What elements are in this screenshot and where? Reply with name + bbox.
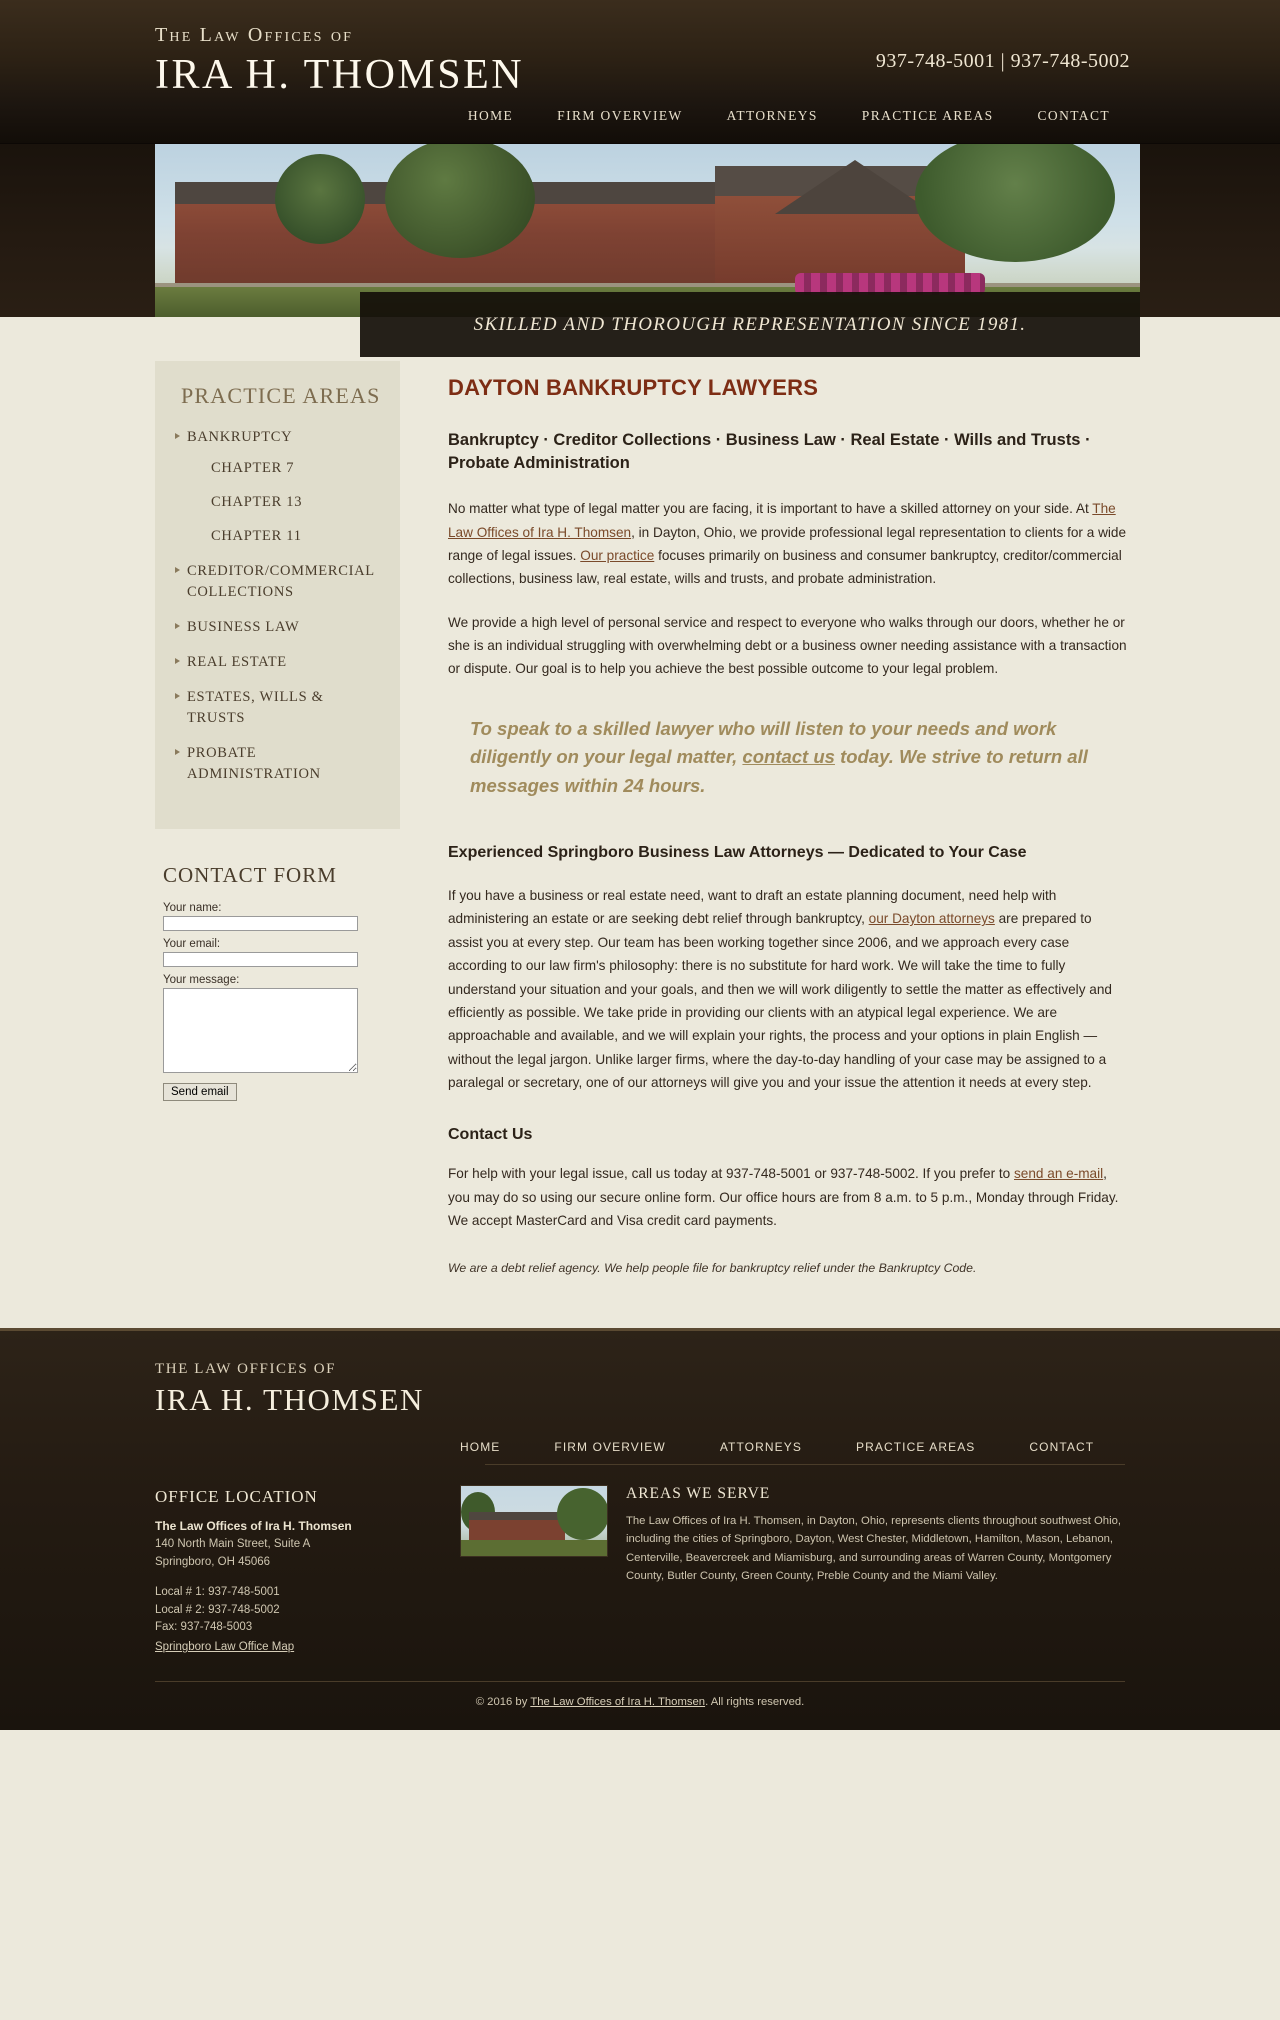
copyright-firm-link[interactable]: The Law Offices of Ira H. Thomsen — [530, 1696, 706, 1709]
footer-areas-we-serve — [460, 1479, 1125, 1655]
intro-text-a: No matter what type of legal matter you are facing, it is important to have a skilled attorney on your side. At — [448, 501, 1093, 517]
list-item — [173, 687, 382, 729]
intro-paragraph — [448, 497, 1128, 591]
list-item — [173, 492, 382, 513]
header-phone-numbers: 937-748-5001 | 937-748-5002 — [875, 50, 1130, 72]
copyright-notice — [130, 1682, 1150, 1730]
bankruptcy-subitems — [173, 458, 382, 547]
pull-quote — [470, 715, 1128, 801]
sidebar-item-business-law[interactable]: BUSINESS LAW — [173, 617, 382, 638]
contact-text-a: For help with your legal issue, call us today at 937-748-5001 or 937-748-5002. If you prefer to — [448, 1166, 1014, 1182]
list-item — [173, 652, 382, 673]
page-title: DAYTON BANKRUPTCY LAWYERS — [448, 375, 819, 400]
practice-areas-box — [155, 361, 400, 829]
logo-small-text: The Law Offices of — [155, 24, 354, 46]
main-column — [400, 361, 1150, 1278]
sidebar-item-chapter-13[interactable]: CHAPTER 13 — [211, 494, 303, 511]
footer-logo-firm-name: IRA H. THOMSEN — [155, 1382, 424, 1418]
business-law-paragraph — [448, 884, 1128, 1094]
contact-form — [155, 902, 400, 1101]
practice-subheading: Bankruptcy · Creditor Collections · Business Law · Real Estate · Wills and Trusts · Probate Administration — [448, 431, 1091, 473]
nav-item-home[interactable]: HOME — [467, 108, 514, 123]
message-field[interactable] — [163, 988, 358, 1073]
firm-link[interactable]: The Law Offices of Ira H. Thomsen — [448, 501, 1116, 540]
footer-nav-contact[interactable]: CONTACT — [1029, 1440, 1095, 1455]
list-item — [173, 458, 382, 479]
copyright-pre: © 2016 by — [475, 1696, 531, 1709]
tagline-bar — [360, 292, 1140, 357]
tagline-text: SKILLED AND THOROUGH REPRESENTATION SINCE 1981. — [473, 313, 1027, 335]
name-field-label: Your name: — [163, 902, 222, 915]
sidebar-item-probate-administration[interactable]: PROBATE ADMINISTRATION — [173, 743, 382, 785]
contact-paragraph — [448, 1162, 1128, 1232]
hero-banner — [0, 144, 1280, 335]
name-field[interactable] — [163, 916, 358, 931]
contact-form-title: CONTACT FORM — [163, 863, 337, 888]
contact-us-link[interactable]: contact us — [742, 746, 835, 768]
sidebar-item-bankruptcy[interactable]: BANKRUPTCY — [173, 427, 382, 448]
footer-navigation — [460, 1440, 1150, 1454]
office-location-title: OFFICE LOCATION — [155, 1487, 318, 1507]
sidebar-item-creditor-commercial-collections[interactable]: CREDITOR/COMMERCIAL COLLECTIONS — [173, 561, 382, 603]
business-text-a: If you have a business or real estate need, want to draft an estate planning document, need help with administering an estate or are seeking debt relief through bankruptcy, — [448, 888, 1057, 927]
practice-areas-title: PRACTICE AREAS — [181, 383, 381, 408]
page-content — [130, 361, 1150, 1328]
intro-text-b: , in Dayton, Ohio, we provide professional legal representation to clients for a wide range of legal issues. — [448, 524, 1127, 563]
copyright-post: . All rights reserved. — [705, 1696, 805, 1709]
send-email-link[interactable]: send an e-mail — [1014, 1166, 1104, 1182]
header-logo[interactable] — [155, 24, 524, 99]
list-item — [173, 526, 382, 547]
list-item — [173, 427, 382, 547]
footer-address-line1: 140 North Main Street, Suite A — [155, 1538, 311, 1551]
nav-item-contact[interactable]: CONTACT — [1037, 108, 1110, 123]
footer-address-line2: Springboro, OH 45066 — [155, 1556, 271, 1568]
footer-fax: Fax: 937-748-5003 — [155, 1621, 253, 1634]
pull-quote-a: To speak to a skilled lawyer who will listen to your needs and work diligently on your legal matter, — [470, 717, 1057, 768]
list-item — [173, 617, 382, 638]
footer-logo-small-text: THE LAW OFFICES OF — [155, 1361, 337, 1378]
office-thumbnail-photo — [460, 1485, 608, 1557]
office-map-link[interactable]: Springboro Law Office Map — [155, 1641, 295, 1654]
sidebar-item-estates-wills-trusts[interactable]: ESTATES, WILLS & TRUSTS — [173, 687, 382, 729]
practice-areas-list — [173, 427, 382, 785]
contact-text-b: , you may do so using our secure online form. Our office hours are from 8 a.m. to 5 p.m., Monday through Friday. We accept MasterCard and Visa credit card payments. — [448, 1166, 1119, 1229]
sidebar — [130, 361, 400, 1101]
footer-nav-attorneys[interactable]: ATTORNEYS — [719, 1440, 802, 1455]
contact-us-heading: Contact Us — [448, 1126, 533, 1144]
email-field-label: Your email: — [163, 938, 221, 951]
list-item — [173, 561, 382, 603]
sidebar-item-real-estate[interactable]: REAL ESTATE — [173, 652, 382, 673]
site-footer — [0, 1328, 1280, 1730]
send-email-button[interactable]: Send email — [163, 1083, 237, 1101]
site-header — [0, 0, 1280, 144]
footer-phone-1: Local # 1: 937-748-5001 — [155, 1585, 280, 1598]
nav-item-attorneys[interactable]: ATTORNEYS — [726, 108, 818, 123]
primary-navigation — [468, 108, 1132, 124]
email-field[interactable] — [163, 952, 358, 967]
logo-firm-name: IRA H. THOMSEN — [155, 52, 525, 98]
debt-relief-disclaimer: We are a debt relief agency. We help people file for bankruptcy relief under the Bankruptcy Code. — [448, 1260, 977, 1275]
footer-nav-practice-areas[interactable]: PRACTICE AREAS — [855, 1440, 976, 1455]
areas-we-serve-title: AREAS WE SERVE — [626, 1485, 771, 1503]
business-law-heading: Experienced Springboro Business Law Attorneys — Dedicated to Your Case — [448, 843, 1027, 861]
service-paragraph: We provide a high level of personal service and respect to everyone who walks through our doors, whether he or she is an individual struggling with overwhelming debt or a business owner needing assistance with a transaction or dispute. Our goal is to help you achieve the best possible outcome to your legal problem. — [448, 614, 1127, 677]
areas-we-serve-text: The Law Offices of Ira H. Thomsen, in Dayton, Ohio, represents clients throughout southwest Ohio, including the cities of Springboro, Dayton, West Chester, Middletown, Hamilton, Mason, Lebanon, Centerville, Beavercreek and Miamisburg, and surrounding areas of Warren County, Montgomery County, Butler County, Green County, Preble County and the Miami Valley. — [626, 1515, 1122, 1583]
nav-item-firm-overview[interactable]: FIRM OVERVIEW — [557, 108, 683, 123]
sidebar-item-chapter-7[interactable]: CHAPTER 7 — [211, 460, 295, 477]
footer-phone-2: Local # 2: 937-748-5002 — [155, 1603, 280, 1616]
list-item — [173, 743, 382, 785]
pull-quote-b: today. We strive to return all messages within 24 hours. — [470, 746, 1088, 797]
nav-item-practice-areas[interactable]: PRACTICE AREAS — [861, 108, 994, 123]
our-practice-link[interactable]: Our practice — [580, 547, 655, 563]
footer-firm-name: The Law Offices of Ira H. Thomsen — [155, 1519, 352, 1534]
intro-text-c: focuses primarily on business and consumer bankruptcy, creditor/commercial collections, business law, real estate, wills and trusts, and probate administration. — [448, 547, 1122, 587]
sidebar-item-chapter-11[interactable]: CHAPTER 11 — [211, 528, 302, 545]
footer-nav-home[interactable]: HOME — [460, 1440, 501, 1455]
footer-office-location — [155, 1479, 460, 1655]
dayton-attorneys-link[interactable]: our Dayton attorneys — [868, 911, 995, 927]
message-field-label: Your message: — [163, 974, 240, 987]
business-text-b: are prepared to assist you at every step. Our team has been working together since 2006, and we approach every case according to our law firm's philosophy: there is no substitute for hard work. We will take the time to fully understand your situation and your goals, and then we will work diligently to settle the matter as effectively and efficiently as possible. We take pride in providing our clients with an atypical legal experience. We are approachable and available, and we will explain your rights, the process and your options in plain English — without the legal jargon. Unlike larger firms, where the day-to-day handling of your case may be assigned to a paralegal or secretary, one of our attorneys will give you and your issue the attention it needs at every step. — [448, 911, 1112, 1091]
footer-nav-firm-overview[interactable]: FIRM OVERVIEW — [554, 1440, 666, 1455]
